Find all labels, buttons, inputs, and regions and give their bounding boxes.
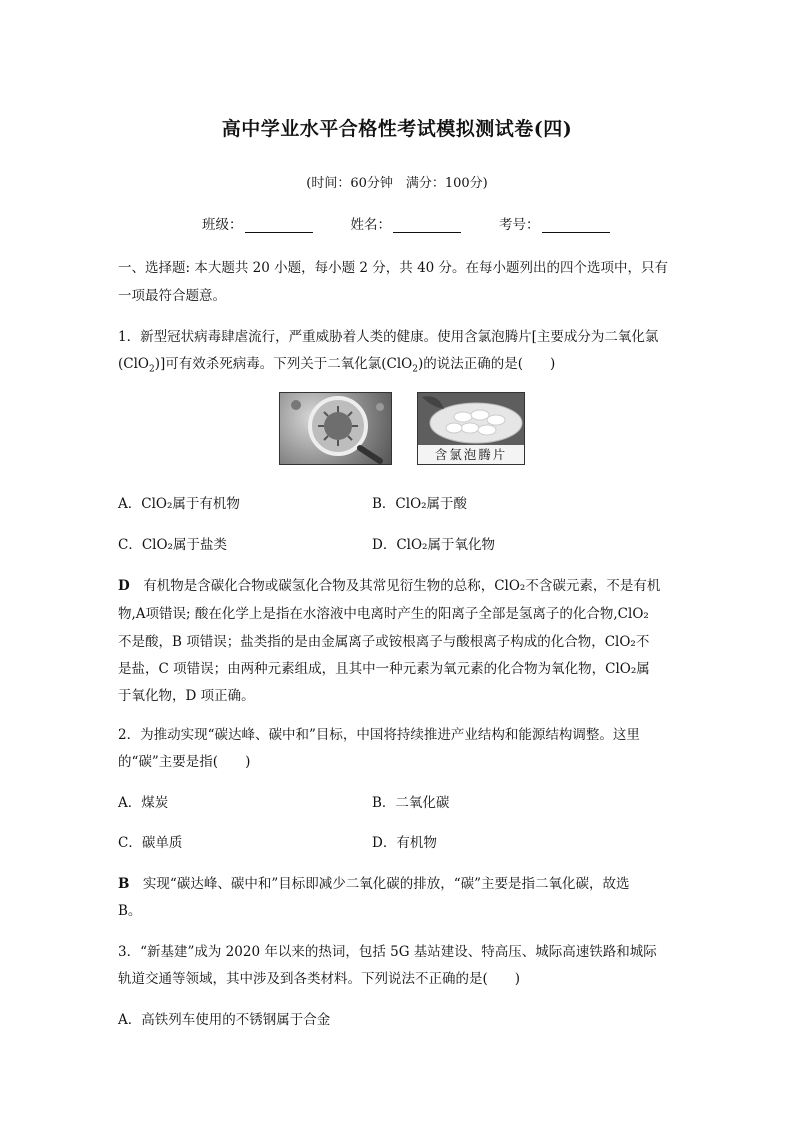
q3-stem-line1: 3．“新基建”成为 2020 年以来的热词，包括 5G 基站建设、特高压、城际高速铁路和城际	[118, 944, 657, 960]
q1-answer: D	[118, 578, 130, 594]
name-blank	[393, 218, 461, 233]
q1-stem-part-a: (ClO	[118, 356, 149, 372]
section-heading-line2: 一项最符合题意。	[118, 288, 226, 304]
exam-title: 高中学业水平合格性考试模拟测试卷(四)	[221, 118, 573, 140]
q1-stem-line2: (ClO$_2$)]可有效杀死病毒。下列关于二氧化氯(ClO$_2$)的说法正确的是( )	[118, 356, 556, 375]
q1-option-b: B．ClO₂属于酸	[372, 496, 468, 512]
q1-explanation-line3: 不是酸，B 项错误；盐类指的是由金属离子或铵根离子与酸根离子构成的化合物，ClO₂不	[118, 634, 650, 650]
exam-number-label: 考号：	[499, 217, 540, 233]
q1-option-d: D．ClO₂属于氧化物	[372, 537, 495, 553]
q2-option-c: C．碳单质	[118, 835, 183, 851]
q2-stem-line1: 2．为推动实现“碳达峰、碳中和”目标，中国将持续推进产业结构和能源结构调整。这里	[118, 727, 640, 743]
q1-explanation-text1: 有机物是含碳化合物或碳氢化合物及其常见衍生物的总称，ClO₂不含碳元素，不是有机	[143, 578, 661, 594]
exam-number-blank	[542, 218, 610, 233]
q3-stem-line2: 轨道交通等领域，其中涉及到各类材料。下列说法不正确的是( )	[118, 971, 521, 987]
q2-option-d: D．有机物	[372, 835, 437, 851]
class-label: 班级：	[202, 217, 243, 233]
class-field	[202, 213, 313, 233]
q1-explanation-line2: 物,A项错误; 酸在化学上是指在水溶液中电离时产生的阳离子全部是氢离子的化合物,ClO₂	[118, 606, 649, 622]
q2-option-b: B．二氧化碳	[372, 795, 450, 811]
q1-option-c: C．ClO₂属于盐类	[118, 537, 227, 553]
q1-explanation-line5: 于氧化物，D 项正确。	[118, 688, 255, 704]
class-blank	[245, 218, 313, 233]
q2-stem-line2: 的“碳”主要是指( )	[118, 754, 251, 770]
q2-answer: B	[118, 876, 130, 892]
section-heading-line1: 一、选择题: 本大题共 20 小题，每小题 2 分，共 40 分。在每小题列出的四个选项中，只有	[118, 260, 669, 276]
q1-explanation-line1	[118, 574, 660, 594]
q1-stem-part-c: )的说法正确的是( )	[417, 356, 556, 372]
chlorine-tablet-image	[417, 392, 525, 465]
virus-magnifier-image	[279, 392, 392, 465]
q2-explanation-line1	[118, 872, 630, 892]
q3-option-a: A．高铁列车使用的不锈钢属于合金	[118, 1012, 331, 1028]
q1-stem-line1: 1．新型冠状病毒肆虐流行，严重威胁着人类的健康。使用含氯泡腾片[主要成分为二氧化氯	[118, 329, 659, 345]
q2-explanation-line2: B。	[118, 903, 142, 919]
q1-stem-part-b: )]可有效杀死病毒。下列关于二氧化氯(ClO	[154, 356, 413, 372]
tablet-caption: 含氯泡腾片	[434, 447, 508, 462]
q2-explanation-text1: 实现“碳达峰、碳中和”目标即减少二氧化碳的排放，“碳”主要是指二氧化碳，故选	[142, 876, 630, 892]
q2-option-a: A．煤炭	[118, 795, 169, 811]
q1-option-a: A．ClO₂属于有机物	[118, 496, 240, 512]
name-field	[351, 213, 462, 233]
exam-number-field	[499, 213, 610, 233]
name-label: 姓名：	[350, 217, 391, 233]
q1-explanation-line4: 是盐，C 项错误；由两种元素组成，且其中一种元素为氧元素的化合物为氧化物，ClO₂属	[118, 661, 650, 677]
student-info-fields	[202, 213, 640, 233]
exam-meta: (时间：60分钟 满分：100分)	[306, 176, 488, 191]
